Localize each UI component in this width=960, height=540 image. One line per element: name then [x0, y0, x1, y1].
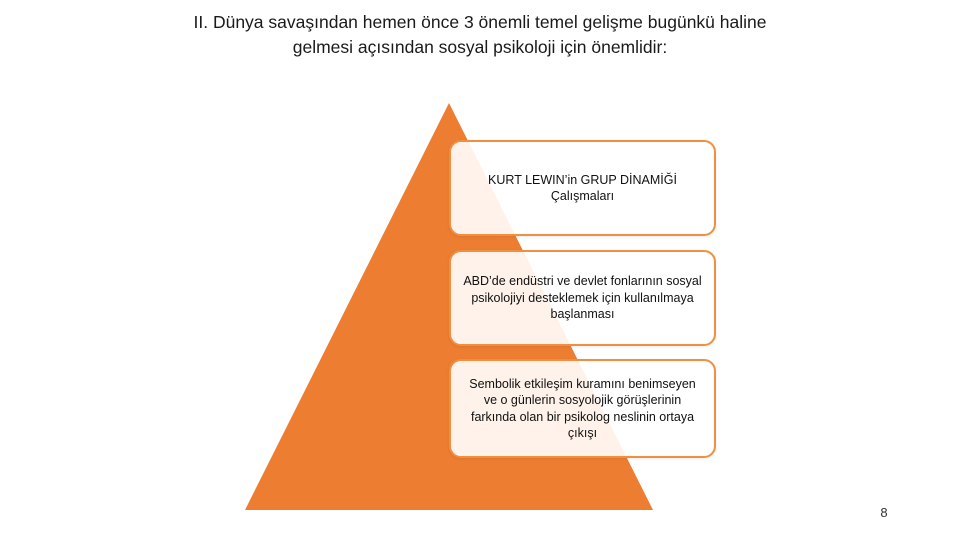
pyramid-item-3-text: Sembolik etkileşim kuramını benimseyen ve o günlerin sosyolojik görüşlerinin farkında olan bir psikolog neslinin ortaya çıkışı: [469, 376, 696, 440]
slide-title-line-1: II. Dünya savaşından hemen önce 3 önemli temel gelişme bugünkü haline: [193, 12, 767, 32]
page-number: 8: [880, 505, 888, 520]
pyramid-item-2-text: ABD’de endüstri ve devlet fonlarının sosyal psikolojiyi desteklemek için kullanılmaya başlanması: [463, 274, 702, 322]
pyramid-item-1-text: KURT LEWIN’in GRUP DİNAMİĞİ Çalışmaları: [488, 172, 677, 203]
pyramid-item-1: [449, 140, 716, 236]
pyramid-item-2: [449, 250, 716, 346]
pyramid-item-3: [449, 359, 716, 458]
slide-title-line-2: gelmesi açısından sosyal psikoloji için önemlidir:: [292, 37, 668, 57]
